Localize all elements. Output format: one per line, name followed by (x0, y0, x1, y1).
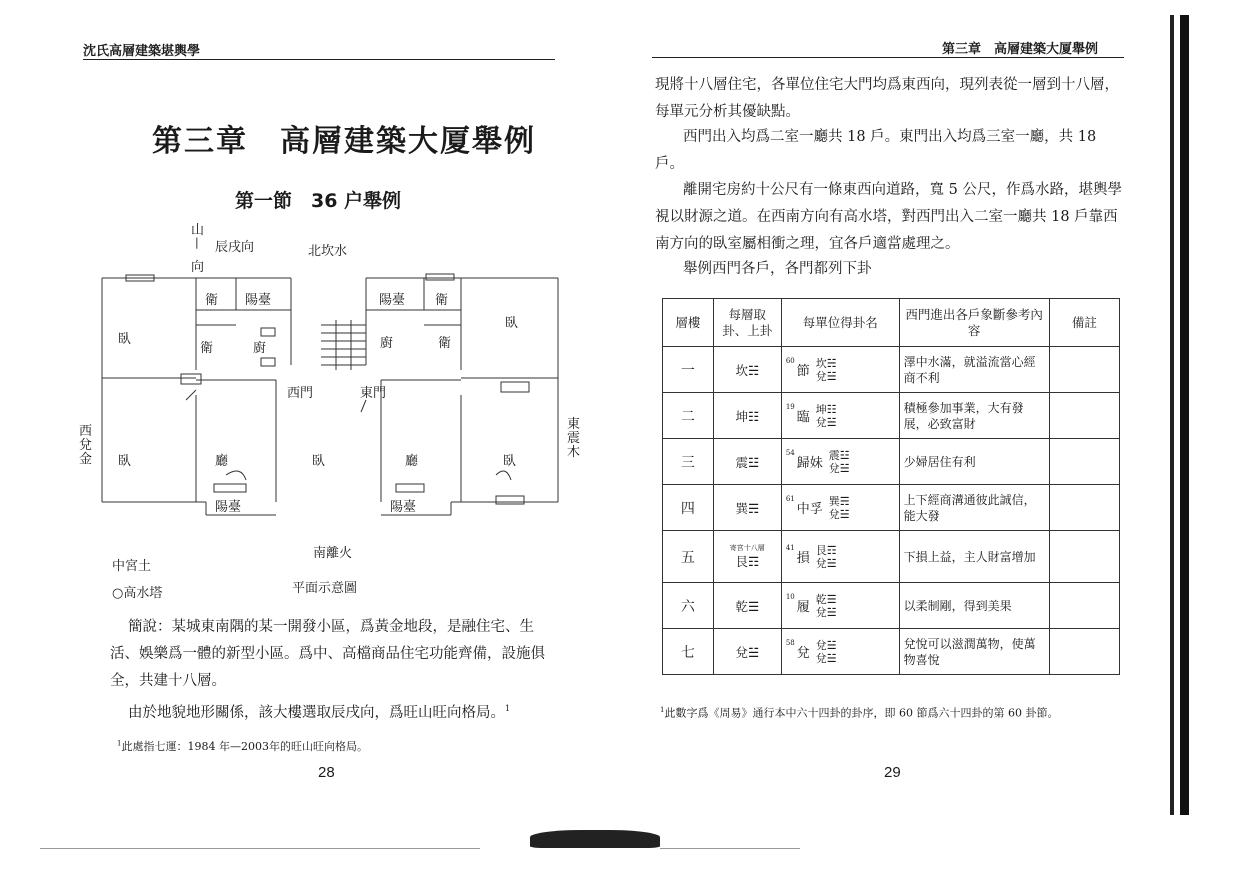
hexagram-trigrams (829, 449, 850, 475)
remark-cell (1049, 439, 1119, 485)
plan-hall-r: 廳 (405, 454, 419, 469)
upper-trigram: 艮☶ (735, 553, 760, 569)
plan-east-door: 東門 (360, 386, 387, 401)
table-row (663, 629, 1120, 675)
remark-cell (1049, 347, 1119, 393)
plan-bed-tr: 臥 (505, 316, 519, 331)
plan-bath-l2: 衛 (200, 341, 214, 356)
right-paragraph-4: 舉例西門各戶，各門都列下卦 (683, 261, 872, 277)
hexagram-trigrams (829, 495, 850, 521)
hexagram-cell (781, 393, 899, 439)
table-row (663, 347, 1120, 393)
table-header-row (663, 299, 1120, 347)
plan-bed-l: 臥 (118, 454, 132, 469)
left-footnote-marker: 1 (117, 739, 122, 748)
plan-caption: 平面示意圖 (292, 581, 358, 596)
plan-kitchen-r: 廚 (380, 336, 394, 351)
remark-cell (1049, 583, 1119, 629)
plan-bath-tr: 衛 (435, 293, 449, 308)
hexagram-number: 54 (785, 448, 795, 457)
hexagram-name: 損 (796, 551, 810, 566)
floor-cell: 二 (663, 393, 714, 439)
trigram-top: 巽☴ (828, 494, 850, 508)
plan-balcony-tr: 陽臺 (379, 293, 406, 308)
upper-trigram: 兌☱ (735, 644, 760, 660)
hexagram-name: 兌 (796, 646, 810, 661)
trigram-bottom: 兌☱ (828, 461, 850, 475)
right-footnote-text: 此數字爲《周易》通行本中六十四卦的卦序，即 60 節爲六十四卦的第 60 卦節。 (664, 706, 1059, 720)
hexagram-trigrams (816, 403, 837, 429)
col-floor: 層樓 (663, 299, 714, 347)
upper-note: 寄宮十八層 (729, 543, 765, 552)
trigram-bottom: 兌☱ (815, 369, 837, 383)
description-cell: 下損上益，主人財富增加 (899, 531, 1049, 583)
left-page-number: 28 (318, 764, 335, 781)
description-cell: 澤中水滿，就溢流當心經商不利 (899, 347, 1049, 393)
hexagram-number: 19 (785, 402, 795, 411)
trigram-top: 乾☰ (815, 592, 837, 606)
plan-balcony-tl: 陽臺 (245, 293, 272, 308)
plan-west-door: 西門 (287, 386, 314, 401)
description-cell: 上下經商溝通彼此誠信，能大發 (899, 485, 1049, 531)
right-page-number: 29 (884, 764, 901, 781)
trigram-top: 坎☵ (815, 356, 837, 370)
trigram-top: 兌☱ (815, 638, 837, 652)
left-header-rule (83, 59, 555, 60)
hexagram-table (662, 298, 1120, 675)
hexagram-cell (781, 629, 899, 675)
trigram-bottom: 兌☱ (828, 507, 850, 521)
right-header-rule (652, 57, 1124, 58)
right-paragraph-1: 現將十八層住宅，各單位住宅大門均爲東西向，現列表從一層到十八層，每單元分析其優缺點。 (655, 77, 1119, 120)
hexagram-cell (781, 347, 899, 393)
floor-cell: 一 (663, 347, 714, 393)
upper-trigram-cell (713, 347, 781, 393)
trigram-bottom: 兌☱ (815, 651, 837, 665)
plan-kitchen-l: 廚 (253, 341, 267, 356)
remark-cell (1049, 393, 1119, 439)
hexagram-number: 60 (785, 356, 795, 365)
left-paragraph-2-text: 由於地貌地形關係，該大樓選取辰戌向，爲旺山旺向格局。 (128, 704, 505, 721)
hexagram-cell (781, 531, 899, 583)
plan-south-label: 南離火 (313, 546, 353, 561)
floor-cell: 七 (663, 629, 714, 675)
trigram-top: 坤☷ (815, 402, 837, 416)
description-cell: 積極參加事業，大有發展，必致富財 (899, 393, 1049, 439)
hexagram-number: 41 (785, 543, 795, 552)
upper-trigram: 坤☷ (735, 408, 760, 424)
hexagram-name: 歸妹 (796, 456, 823, 471)
book-spine-edge (1180, 15, 1189, 815)
right-paragraph-3: 離開宅房約十公尺有一條東西向道路，寬 5 公尺，作爲水路，堪輿學視以財源之道。在西南方向有高水塔，對西門出入二室一廳共 18 戶靠西南方向的臥室屬相衝之理，宜各戶適當處理之。 (655, 182, 1122, 252)
plan-walls (96, 270, 566, 525)
footnote-ref-1: 1 (505, 704, 511, 713)
description-cell: 兌悅可以滋潤萬物，使萬物喜悅 (899, 629, 1049, 675)
trigram-top: 艮☶ (815, 543, 837, 557)
hexagram-number: 58 (785, 638, 795, 647)
plan-north-label: 北坎水 (308, 244, 348, 259)
remark-cell (1049, 531, 1119, 583)
col-description: 西門進出各戶象斷參考內容 (899, 299, 1049, 347)
upper-trigram-cell (713, 439, 781, 485)
chapter-title: 第三章 高層建築大厦舉例 (152, 124, 536, 159)
hexagram-name: 履 (796, 600, 810, 615)
left-running-header: 沈氏高層建築堪輿學 (83, 44, 201, 59)
hexagram-name: 中孚 (796, 502, 823, 517)
floor-cell: 四 (663, 485, 714, 531)
hexagram-trigrams (816, 593, 837, 619)
trigram-bottom: 兌☱ (815, 605, 837, 619)
plan-hall-l: 廳 (215, 454, 229, 469)
plan-balcony-br: 陽臺 (390, 500, 417, 515)
trigram-top: 震☳ (828, 448, 850, 462)
hexagram-trigrams (816, 357, 837, 383)
plan-center-label: 中宮土 (112, 559, 152, 574)
table-row (663, 583, 1120, 629)
plan-balcony-bl: 陽臺 (215, 500, 242, 515)
plan-west-label: 西兌金 (79, 424, 93, 467)
col-remark: 備註 (1049, 299, 1119, 347)
table-row (663, 485, 1120, 531)
left-footnote-text: 此處指七運：1984 年—2003年的旺山旺向格局。 (121, 740, 368, 753)
scan-bottom-center-mark (530, 830, 660, 848)
upper-trigram-cell (713, 531, 781, 583)
hexagram-cell (781, 439, 899, 485)
left-paragraph-1: 簡說：某城東南隅的某一開發小區，爲黃金地段，是融住宅、生活、娛樂爲一體的新型小區。爲中、高檔商品住宅功能齊備，設施俱全，共建十八層。 (110, 619, 545, 689)
hexagram-cell (781, 583, 899, 629)
hexagram-number: 10 (785, 592, 795, 601)
table-row (663, 393, 1120, 439)
plan-bath-tl: 衛 (205, 293, 219, 308)
plan-bed-tl: 臥 (118, 332, 132, 347)
floor-cell: 三 (663, 439, 714, 485)
upper-trigram: 乾☰ (735, 598, 760, 614)
left-footnote (117, 738, 368, 754)
hexagram-name: 臨 (796, 410, 810, 425)
hexagram-cell (781, 485, 899, 531)
right-running-header: 第三章 高層建築大厦舉例 (942, 42, 1099, 57)
book-edge-shadow (1170, 15, 1174, 815)
scan-bottom-right-edge (660, 848, 800, 849)
section-title: 第一節 36 户舉例 (235, 190, 402, 212)
hexagram-name: 節 (796, 364, 810, 379)
floor-cell: 六 (663, 583, 714, 629)
upper-trigram: 坎☵ (735, 362, 760, 378)
trigram-bottom: 兌☱ (815, 415, 837, 429)
plan-mountain-top: 山 (191, 223, 205, 238)
description-cell: 少婦居住有利 (899, 439, 1049, 485)
plan-east-label: 東震木 (567, 417, 581, 460)
left-paragraph-2 (110, 695, 558, 727)
plan-axis-mark: | (195, 236, 199, 249)
remark-cell (1049, 629, 1119, 675)
col-upper: 每層取卦、上卦 (713, 299, 781, 347)
description-cell: 以柔制剛，得到美果 (899, 583, 1049, 629)
trigram-bottom: 兌☱ (815, 556, 837, 570)
upper-trigram-cell (713, 583, 781, 629)
right-footnote-marker: 1 (660, 706, 665, 714)
right-footnote (660, 697, 1122, 727)
plan-bed-c: 臥 (312, 454, 326, 469)
col-hexagram: 每單位得卦名 (781, 299, 899, 347)
upper-trigram-cell (713, 485, 781, 531)
table-row (663, 531, 1120, 583)
right-paragraph-2: 西門出入均爲二室一廳共 18 戶。東門出入均爲三室一廳，共 18 戶。 (655, 129, 1097, 172)
plan-tower-label: ○高水塔 (112, 586, 163, 601)
hexagram-trigrams (816, 639, 837, 665)
floor-cell: 五 (663, 531, 714, 583)
hexagram-number: 61 (785, 494, 795, 503)
table-row (663, 439, 1120, 485)
plan-orientation: 辰戌向 (215, 240, 255, 255)
plan-mountain-bottom: 向 (191, 260, 205, 275)
upper-trigram-cell (713, 393, 781, 439)
plan-bed-r: 臥 (503, 454, 517, 469)
remark-cell (1049, 485, 1119, 531)
scan-bottom-left-edge (40, 848, 480, 849)
upper-trigram: 巽☴ (735, 500, 760, 516)
hexagram-trigrams (816, 544, 837, 570)
plan-bath-r2: 衛 (438, 336, 452, 351)
upper-trigram: 震☳ (735, 454, 760, 470)
upper-trigram-cell (713, 629, 781, 675)
